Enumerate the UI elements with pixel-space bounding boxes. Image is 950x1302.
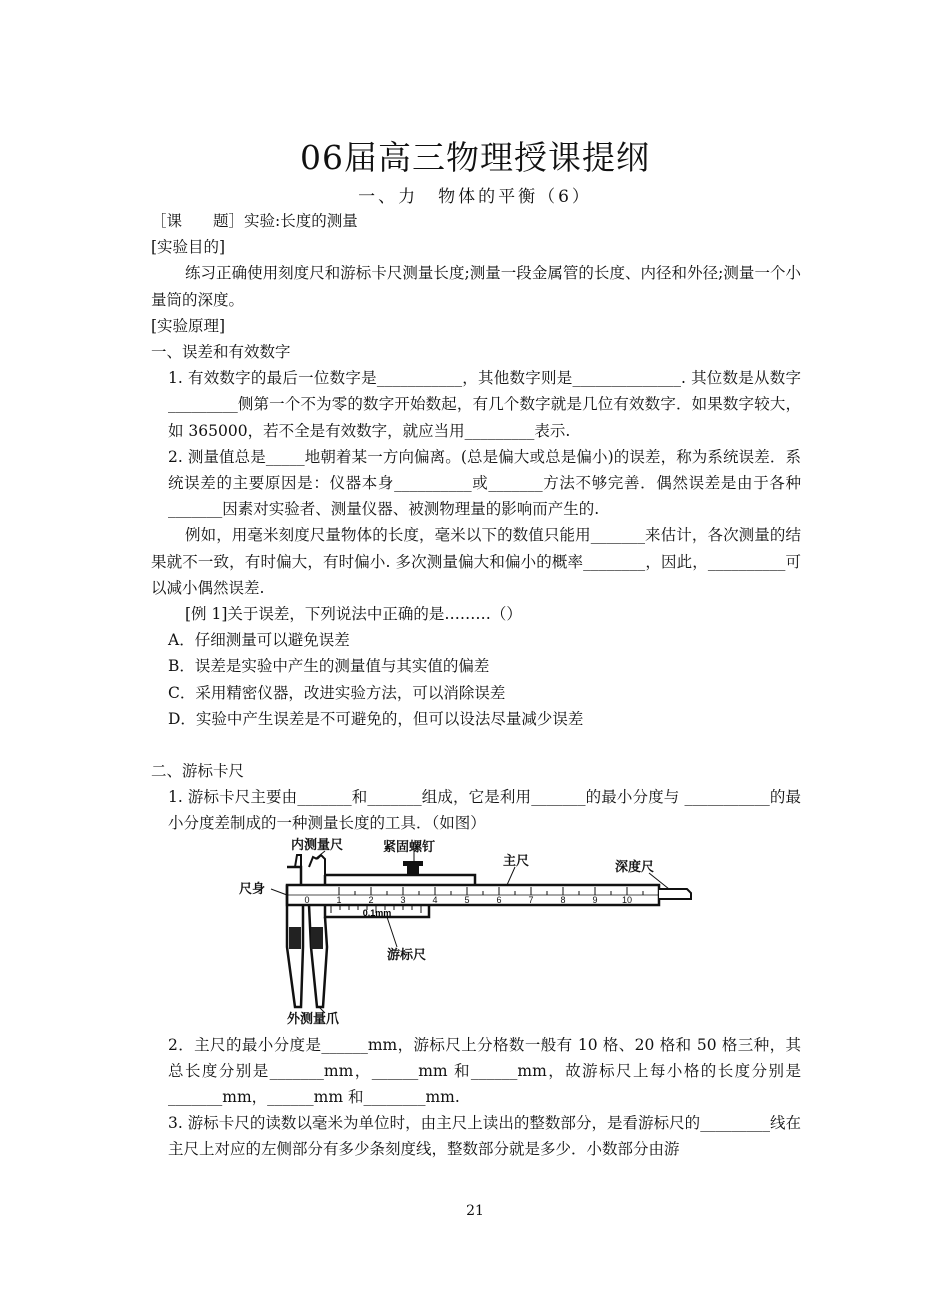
principle-heading: [实验原理] <box>151 316 226 335</box>
scale-number: 9 <box>592 894 598 905</box>
option-b: B．误差是实验中产生的测量值与其实值的偏差 <box>168 657 490 676</box>
precision-label: 0.1mm <box>362 907 392 918</box>
vernier-caliper-diagram <box>239 837 699 1027</box>
label-depth: 深度尺 <box>615 859 655 875</box>
label-main-scale: 主尺 <box>503 853 530 869</box>
page-title: 06届高三物理授课提纲 <box>300 138 650 177</box>
scale-number: 3 <box>400 894 406 905</box>
depth-rod <box>659 889 691 899</box>
section2-paragraph-3: 3. 游标卡尺的读数以毫米为单位时，由主尺上读出的整数部分，是看游标尺的_________线在主尺上对应的左侧部分有多少条刻度线，整数部分就是多少．小数部分由游 <box>168 1114 801 1159</box>
topic-line: ［课 题］实验:长度的测量 <box>151 212 358 230</box>
scale-number: 6 <box>496 894 502 905</box>
section1-paragraph-2: 2. 测量值总是_____地朝着某一方向偏离。(总是偏大或总是偏小)的误差，称为系统误差．系统误差的主要原因是：仪器本身__________或_______方法不够完善．偶然误差是由于各种_______因素对实验者、测量仪器、被测物理量的影响而产生的. <box>168 447 801 519</box>
label-vernier: 游标尺 <box>387 947 427 963</box>
section2-heading: 二、游标卡尺 <box>151 762 245 781</box>
scale-number: 1 <box>336 894 342 905</box>
scale-number: 10 <box>621 894 633 905</box>
scale-number: 0 <box>304 894 310 905</box>
option-c: C．采用精密仪器，改进实验方法，可以消除误差 <box>168 683 506 702</box>
scale-number: 4 <box>432 894 438 905</box>
purpose-heading: [实验目的] <box>151 238 226 257</box>
scale-number: 8 <box>560 894 566 905</box>
page-number: 21 <box>466 1203 484 1219</box>
scale-number: 7 <box>528 894 534 905</box>
scale-number: 2 <box>368 894 374 905</box>
screw-icon <box>407 865 419 875</box>
scale-number: 5 <box>464 894 470 905</box>
option-d: D．实验中产生误差是不可避免的，但可以设法尽量减少误差 <box>168 709 584 728</box>
section1-heading: 一、误差和有效数字 <box>151 343 291 362</box>
section1-paragraph-3: 例如，用毫米刻度尺量物体的长度，毫米以下的数值只能用_______来估计，各次测量的结果就不一致，有时偏大，有时偏小. 多次测量偏大和偏小的概率________，因此，__________可以减小偶然误差. <box>151 526 801 597</box>
section1-paragraph-1: 1. 有效数字的最后一位数字是___________，其他数字则是______________. 其位数是从数字_________侧第一个不为零的数字开始数起，有几个数字就是几位有效数字．如果数字较大，如 365000，若不全是有效数字，就应当用_________表示. <box>168 369 801 440</box>
document-body <box>151 208 801 1163</box>
label-screw: 紧固螺钉 <box>383 839 436 855</box>
label-body: 尺身 <box>239 881 266 897</box>
section2-paragraph-1: 1. 游标卡尺主要由_______和_______组成，它是利用_______的最小分度与 ___________的最小分度差制成的一种测量长度的工具．（如图） <box>168 788 801 833</box>
label-outer-jaw: 外测量爪 <box>287 1011 340 1027</box>
movable-jaw <box>309 905 327 1007</box>
example-question: [例 1]关于误差，下列说法中正确的是………（） <box>185 605 522 624</box>
vernier-caliper-figure <box>151 837 801 1032</box>
option-a: A．仔细测量可以避免误差 <box>168 631 350 650</box>
page-subtitle: 一、力 物体的平衡（6） <box>358 187 592 207</box>
purpose-text: 练习正确使用刻度尺和游标卡尺测量长度;测量一段金属管的长度、内径和外径;测量一个小量筒的深度。 <box>151 264 801 309</box>
label-inner-jaw: 内测量尺 <box>291 837 344 853</box>
section2-paragraph-2: 2．主尺的最小分度是______mm，游标尺上分格数一般有 10 格、20 格和 50 格三种，其总长度分别是_______mm，______mm 和______mm，故游标尺上每小格的长度分别是_______mm，______mm 和________mm. <box>168 1035 801 1107</box>
spacer <box>151 732 801 758</box>
